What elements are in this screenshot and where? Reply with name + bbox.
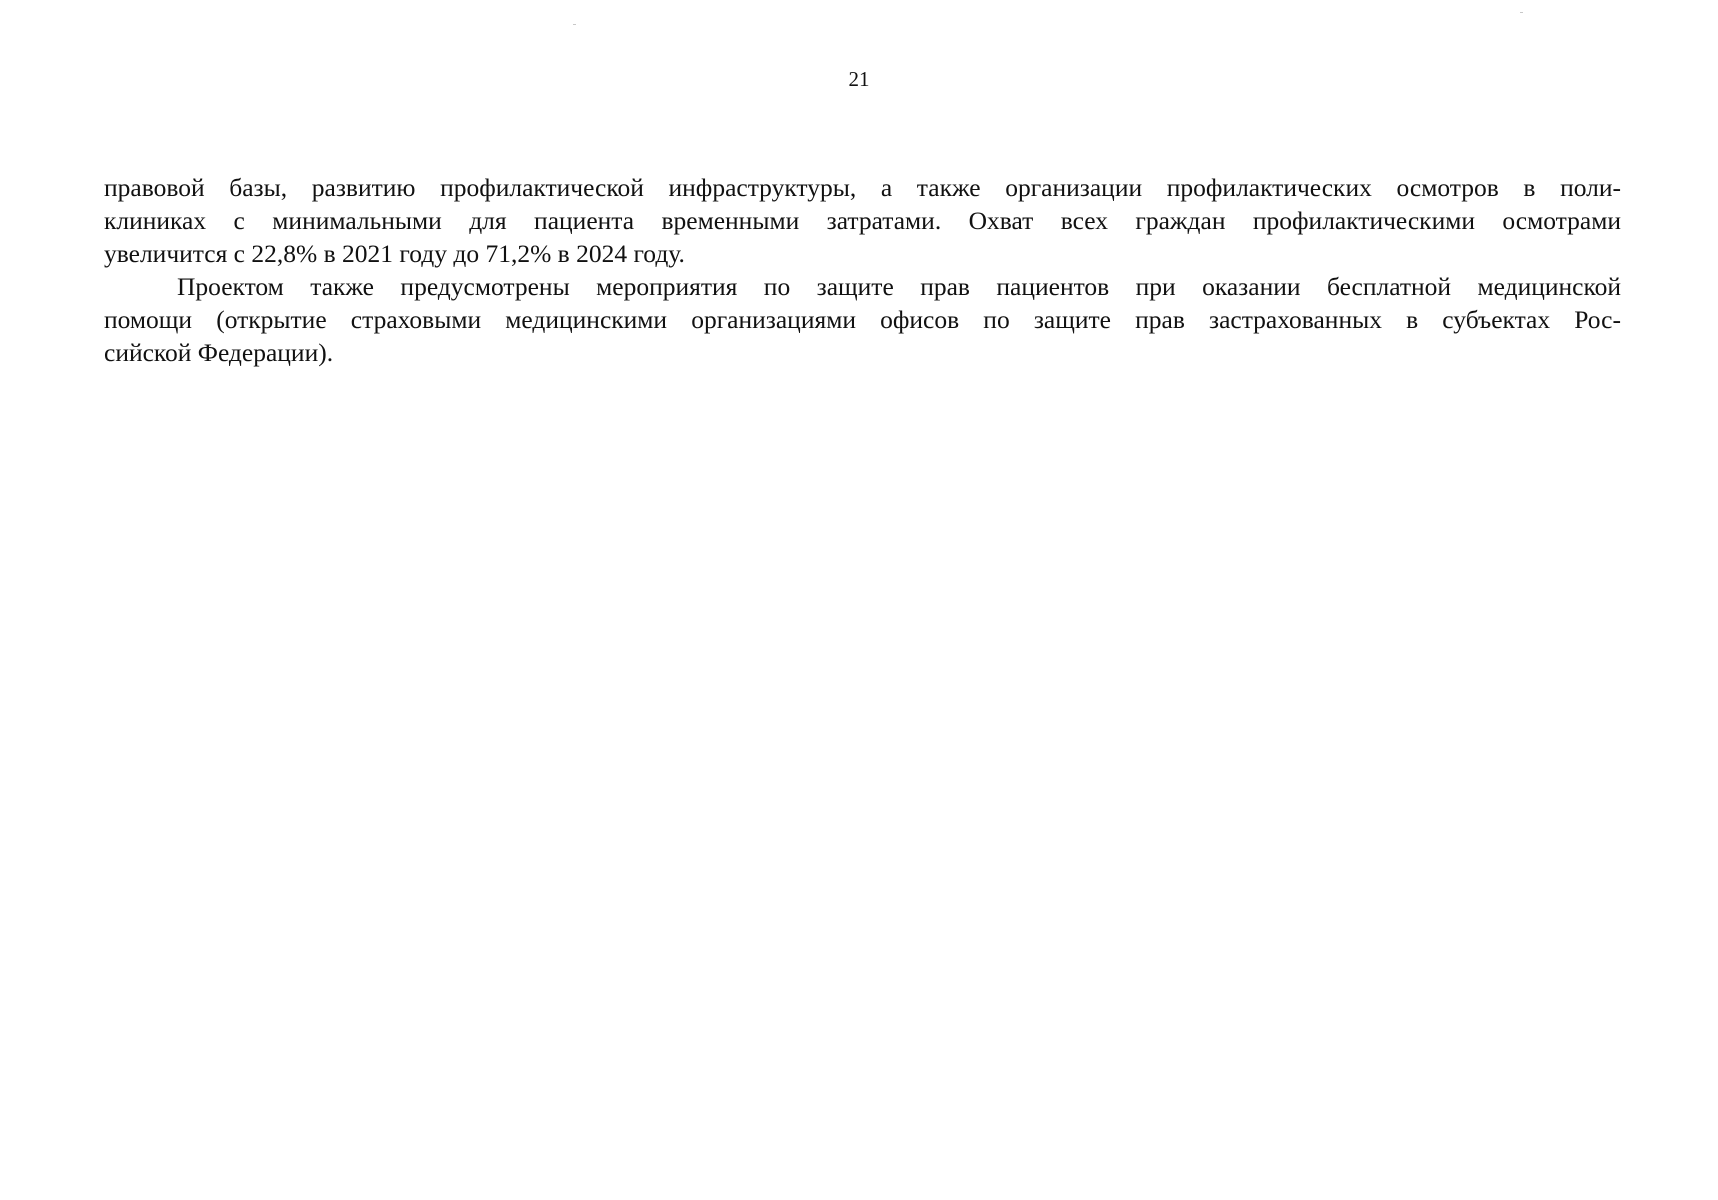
page-number: 21 bbox=[848, 67, 870, 91]
text-line: помощи (открытие страховыми медицинскими организациями офисов по защите прав застрахованных в субъектах Рос- bbox=[104, 305, 1621, 334]
scan-speck bbox=[573, 24, 576, 25]
text-line: увеличится с 22,8% в 2021 году до 71,2% в 2024 году. bbox=[104, 239, 685, 268]
paragraph bbox=[104, 270, 1621, 369]
paragraph bbox=[104, 171, 1621, 270]
text-line: клиниках с минимальными для пациента временными затратами. Охват всех граждан профилактическими осмотрами bbox=[104, 206, 1621, 235]
scan-speck bbox=[1520, 12, 1523, 13]
text-line: сийской Федерации). bbox=[104, 338, 334, 367]
document-body bbox=[104, 171, 1621, 369]
text-line: Проектом также предусмотрены мероприятия по защите прав пациентов при оказании бесплатной медицинской bbox=[177, 272, 1621, 301]
text-line: правовой базы, развитию профилактической инфраструктуры, а также организации профилактических осмотров в поли- bbox=[104, 173, 1621, 202]
